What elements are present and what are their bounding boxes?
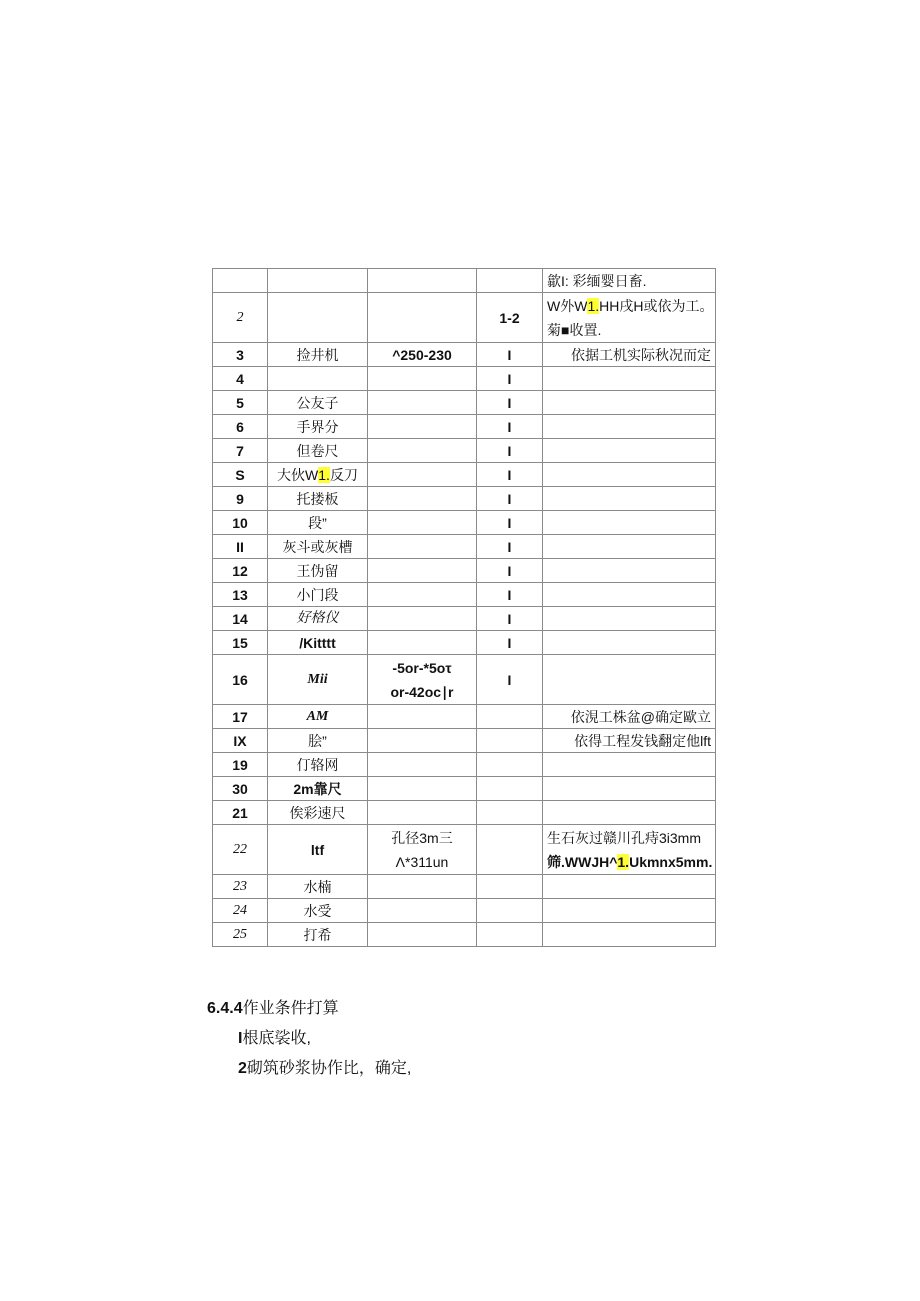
tool-note: 依据工机实际秋况而定 [543, 343, 716, 367]
tool-note [543, 655, 716, 705]
tool-name: 小门段 [268, 583, 368, 607]
tool-name: 托搂板 [268, 487, 368, 511]
tool-spec [368, 753, 477, 777]
table-row [213, 705, 716, 729]
tool-spec [368, 439, 477, 463]
row-number: IX [213, 729, 268, 753]
tool-qty [477, 875, 543, 899]
tool-qty: I [477, 655, 543, 705]
tool-name: 好格仪 [268, 607, 368, 631]
tool-qty: I [477, 415, 543, 439]
tool-qty [477, 269, 543, 293]
tool-name: 俟彩速尺 [268, 801, 368, 825]
tool-spec [368, 777, 477, 801]
tool-qty: 1-2 [477, 293, 543, 343]
table-row [213, 753, 716, 777]
section-heading [207, 995, 339, 1018]
highlight-mark: 1. [318, 466, 330, 483]
tool-note [543, 825, 716, 875]
tool-name: /Kitttt [268, 631, 368, 655]
tool-note [543, 753, 716, 777]
tool-name: 水楠 [268, 875, 368, 899]
tool-spec [368, 583, 477, 607]
table-row [213, 923, 716, 947]
note-line: 筛.WWJH^1.Ukmnx5mm. [547, 853, 713, 870]
tool-name [268, 269, 368, 293]
row-number: 12 [213, 559, 268, 583]
row-number [213, 269, 268, 293]
tool-note [543, 293, 716, 343]
tool-spec [368, 367, 477, 391]
tool-qty [477, 777, 543, 801]
tool-note [543, 583, 716, 607]
row-number: 5 [213, 391, 268, 415]
tool-spec [368, 463, 477, 487]
table-row [213, 293, 716, 343]
tool-note [543, 631, 716, 655]
table-row [213, 559, 716, 583]
tool-qty [477, 899, 543, 923]
tool-spec [368, 705, 477, 729]
tool-name: 公友子 [268, 391, 368, 415]
table-row [213, 875, 716, 899]
tool-spec [368, 631, 477, 655]
tool-qty [477, 923, 543, 947]
highlight-mark: 1. [587, 297, 600, 314]
table-row [213, 729, 716, 753]
tool-spec [368, 801, 477, 825]
list-item [238, 1025, 311, 1048]
tool-qty [477, 801, 543, 825]
row-number: 2 [213, 293, 268, 343]
tool-spec [368, 511, 477, 535]
row-number: 19 [213, 753, 268, 777]
tool-note [543, 875, 716, 899]
table-row [213, 801, 716, 825]
tool-qty: I [477, 559, 543, 583]
row-number: 9 [213, 487, 268, 511]
tool-qty [477, 705, 543, 729]
tool-spec [368, 875, 477, 899]
row-number: 4 [213, 367, 268, 391]
tool-note [543, 559, 716, 583]
tool-spec [368, 487, 477, 511]
table-row [213, 343, 716, 367]
tool-qty: I [477, 487, 543, 511]
tool-qty: I [477, 511, 543, 535]
row-number: 23 [213, 875, 268, 899]
tool-note: 依涀工株盆@确定歐立 [543, 705, 716, 729]
tool-qty [477, 753, 543, 777]
item-number: 2 [238, 1060, 247, 1077]
row-number: 14 [213, 607, 268, 631]
table-row [213, 899, 716, 923]
tool-qty: I [477, 607, 543, 631]
tool-qty: I [477, 343, 543, 367]
table-row [213, 415, 716, 439]
row-number: 16 [213, 655, 268, 705]
row-number: S [213, 463, 268, 487]
tool-note [543, 439, 716, 463]
tool-note [543, 463, 716, 487]
tool-note: 依得工程发钱翻定他lft [543, 729, 716, 753]
row-number: 15 [213, 631, 268, 655]
tool-note [543, 607, 716, 631]
tool-spec [368, 607, 477, 631]
tool-spec [368, 825, 477, 875]
tool-name: 段” [268, 511, 368, 535]
spec-line: Λ*311un [395, 853, 449, 870]
row-number: 13 [213, 583, 268, 607]
tool-note [543, 923, 716, 947]
tool-spec [368, 535, 477, 559]
tool-name: 2m靠尺 [268, 777, 368, 801]
row-number: 24 [213, 899, 268, 923]
table-row [213, 825, 716, 875]
table-row [213, 511, 716, 535]
tool-name: 灰斗或灰槽 [268, 535, 368, 559]
table-row [213, 487, 716, 511]
table-row [213, 655, 716, 705]
row-number: 30 [213, 777, 268, 801]
row-number: 6 [213, 415, 268, 439]
row-number: II [213, 535, 268, 559]
tool-spec [368, 415, 477, 439]
tool-spec [368, 293, 477, 343]
tool-name: 捡井机 [268, 343, 368, 367]
item-number: I [238, 1030, 243, 1047]
tool-note [543, 777, 716, 801]
tool-name: 王伪留 [268, 559, 368, 583]
spec-line: or-42oc∣r [390, 683, 454, 700]
row-number: 25 [213, 923, 268, 947]
tool-qty: I [477, 391, 543, 415]
tool-note [543, 487, 716, 511]
tool-name: ltf [268, 825, 368, 875]
tool-note [543, 535, 716, 559]
row-number: 7 [213, 439, 268, 463]
row-number: 17 [213, 705, 268, 729]
tool-spec [368, 899, 477, 923]
tool-note [543, 415, 716, 439]
tool-qty: I [477, 631, 543, 655]
spec-line: -5or-*5oτ [392, 659, 452, 676]
tool-name: 但卷尺 [268, 439, 368, 463]
tool-qty: I [477, 439, 543, 463]
list-item [238, 1055, 411, 1078]
tool-qty: I [477, 535, 543, 559]
note-line: W外W1.HH戌H或依为工。 [547, 297, 714, 314]
tool-spec [368, 923, 477, 947]
tool-spec [368, 559, 477, 583]
tool-spec: ^250-230 [368, 343, 477, 367]
tool-name: 大伙W1.反刀 [268, 463, 368, 487]
tool-name: 手界分 [268, 415, 368, 439]
tool-spec [368, 655, 477, 705]
highlight-mark: 1. [617, 853, 630, 870]
tool-spec [368, 391, 477, 415]
tool-spec [368, 269, 477, 293]
tool-name: 水受 [268, 899, 368, 923]
tool-note [543, 367, 716, 391]
tool-qty: I [477, 463, 543, 487]
table-row [213, 631, 716, 655]
tool-name: Mii [268, 655, 368, 705]
tool-note [543, 391, 716, 415]
tool-name: 脍” [268, 729, 368, 753]
spec-line: 孔径3m三 [391, 829, 453, 846]
tool-spec [368, 729, 477, 753]
table-row [213, 777, 716, 801]
table-row [213, 439, 716, 463]
tool-qty: I [477, 583, 543, 607]
note-line: 菊■收置. [547, 321, 602, 338]
tool-note [543, 899, 716, 923]
item-text: 根底裟收, [242, 1030, 311, 1047]
tool-note: 歙I: 彩缅婴日畜. [543, 269, 716, 293]
table-row [213, 269, 716, 293]
row-number: 21 [213, 801, 268, 825]
note-line: 生石灰过赣川孔痔3i3mm [547, 829, 702, 846]
tool-note [543, 511, 716, 535]
tool-qty [477, 729, 543, 753]
row-number: 22 [213, 825, 268, 875]
tool-name: 打希 [268, 923, 368, 947]
table-row [213, 583, 716, 607]
tools-table [212, 268, 716, 947]
tool-qty: I [477, 367, 543, 391]
section-title: 作业条件打算 [242, 1000, 339, 1017]
row-number: 3 [213, 343, 268, 367]
tool-qty [477, 825, 543, 875]
table-row [213, 463, 716, 487]
tool-name [268, 367, 368, 391]
tool-note [543, 801, 716, 825]
table-row [213, 535, 716, 559]
row-number: 10 [213, 511, 268, 535]
section-number: 6.4.4 [207, 1000, 243, 1017]
item-text: 砌筑砂浆协作比，确定, [246, 1060, 412, 1077]
table-row [213, 367, 716, 391]
tool-name: AM [268, 705, 368, 729]
tool-name [268, 293, 368, 343]
tool-name: 仃辂网 [268, 753, 368, 777]
table-row [213, 607, 716, 631]
table-row [213, 391, 716, 415]
